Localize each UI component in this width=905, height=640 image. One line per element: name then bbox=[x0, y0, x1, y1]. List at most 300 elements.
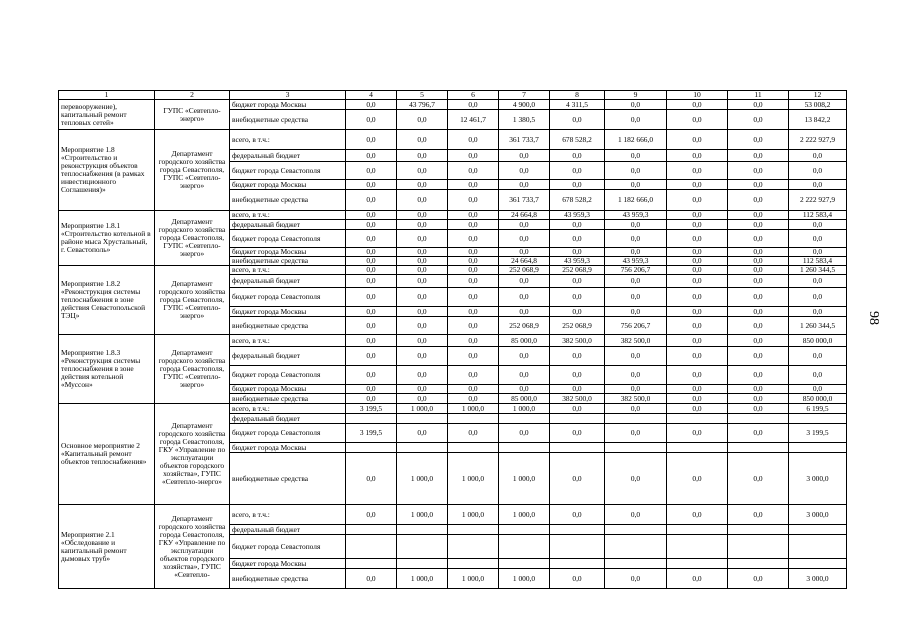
value-cell: 0,0 bbox=[550, 288, 605, 307]
funding-source-cell: бюджет города Севастополя bbox=[230, 288, 346, 307]
value-cell: 0,0 bbox=[605, 288, 667, 307]
value-cell: 43 959,3 bbox=[550, 257, 605, 266]
value-cell: 1 182 666,0 bbox=[605, 130, 667, 150]
financing-table-sheet bbox=[58, 90, 847, 589]
value-cell: 0,0 bbox=[550, 347, 605, 366]
value-cell: 756 206,7 bbox=[605, 317, 667, 335]
funding-source-cell: внебюджетные средства bbox=[230, 453, 346, 505]
value-cell: 0,0 bbox=[667, 317, 728, 335]
value-cell: 1 380,5 bbox=[499, 110, 550, 130]
value-cell: 0,0 bbox=[667, 347, 728, 366]
value-cell: 0,0 bbox=[728, 453, 789, 505]
value-cell: 0,0 bbox=[397, 307, 448, 317]
value-cell bbox=[667, 414, 728, 424]
activity-name-cell: Основное мероприятие 2 «Капитальный ремонт объектов теплоснабжения» bbox=[59, 404, 155, 505]
value-cell bbox=[550, 525, 605, 535]
value-cell bbox=[448, 535, 499, 559]
value-cell bbox=[397, 525, 448, 535]
funding-source-cell: бюджет города Севастополя bbox=[230, 424, 346, 443]
value-cell bbox=[667, 535, 728, 559]
value-cell: 0,0 bbox=[448, 211, 499, 220]
value-cell: 0,0 bbox=[346, 394, 397, 404]
value-cell: 0,0 bbox=[728, 366, 789, 385]
value-cell bbox=[550, 443, 605, 453]
value-cell: 112 583,4 bbox=[789, 211, 847, 220]
value-cell: 0,0 bbox=[550, 110, 605, 130]
value-cell: 0,0 bbox=[605, 404, 667, 414]
value-cell: 0,0 bbox=[667, 180, 728, 190]
funding-source-cell: бюджет города Севастополя bbox=[230, 366, 346, 385]
value-cell bbox=[499, 535, 550, 559]
value-cell: 1 260 344,5 bbox=[789, 317, 847, 335]
value-cell: 0,0 bbox=[605, 307, 667, 317]
value-cell: 0,0 bbox=[789, 220, 847, 230]
value-cell: 252 068,9 bbox=[499, 317, 550, 335]
value-cell: 0,0 bbox=[789, 275, 847, 288]
value-cell: 0,0 bbox=[605, 275, 667, 288]
funding-source-cell: внебюджетные средства bbox=[230, 257, 346, 266]
value-cell: 0,0 bbox=[550, 230, 605, 248]
value-cell: 0,0 bbox=[728, 266, 789, 275]
value-cell: 0,0 bbox=[605, 453, 667, 505]
value-cell: 0,0 bbox=[550, 366, 605, 385]
value-cell bbox=[605, 559, 667, 569]
executor-cell: ГУПС «Севтепло-энерго» bbox=[155, 100, 230, 130]
column-number: 7 bbox=[499, 91, 550, 100]
value-cell: 0,0 bbox=[667, 130, 728, 150]
value-cell: 0,0 bbox=[346, 220, 397, 230]
funding-source-cell: федеральный бюджет bbox=[230, 525, 346, 535]
value-cell: 0,0 bbox=[550, 248, 605, 257]
funding-source-cell: всего, в т.ч.: bbox=[230, 404, 346, 414]
value-cell: 0,0 bbox=[667, 424, 728, 443]
value-cell: 0,0 bbox=[605, 162, 667, 180]
value-cell: 3 199,5 bbox=[789, 424, 847, 443]
activity-name-cell: Мероприятие 1.8.1 «Строительство котельной в районе мыса Хрустальный, г. Севастополь» bbox=[59, 211, 155, 266]
value-cell bbox=[728, 525, 789, 535]
value-cell: 0,0 bbox=[550, 307, 605, 317]
funding-source-cell: федеральный бюджет bbox=[230, 220, 346, 230]
value-cell: 0,0 bbox=[728, 248, 789, 257]
value-cell: 0,0 bbox=[346, 230, 397, 248]
value-cell bbox=[397, 535, 448, 559]
funding-source-cell: федеральный бюджет bbox=[230, 150, 346, 162]
funding-source-cell: всего, в т.ч.: bbox=[230, 505, 346, 525]
value-cell: 1 000,0 bbox=[448, 569, 499, 589]
value-cell: 0,0 bbox=[667, 190, 728, 211]
value-cell: 0,0 bbox=[448, 335, 499, 347]
value-cell: 0,0 bbox=[397, 347, 448, 366]
value-cell: 0,0 bbox=[605, 110, 667, 130]
value-cell: 0,0 bbox=[397, 317, 448, 335]
value-cell: 0,0 bbox=[499, 248, 550, 257]
value-cell: 0,0 bbox=[448, 317, 499, 335]
value-cell bbox=[397, 443, 448, 453]
value-cell: 0,0 bbox=[346, 100, 397, 110]
value-cell: 0,0 bbox=[667, 288, 728, 307]
value-cell bbox=[448, 559, 499, 569]
value-cell: 0,0 bbox=[346, 385, 397, 394]
value-cell: 0,0 bbox=[499, 366, 550, 385]
value-cell: 0,0 bbox=[397, 180, 448, 190]
value-cell: 0,0 bbox=[397, 335, 448, 347]
column-number: 11 bbox=[728, 91, 789, 100]
value-cell bbox=[499, 525, 550, 535]
value-cell: 0,0 bbox=[346, 288, 397, 307]
value-cell: 0,0 bbox=[346, 569, 397, 589]
value-cell: 4 900,0 bbox=[499, 100, 550, 110]
value-cell: 4 311,5 bbox=[550, 100, 605, 110]
value-cell: 0,0 bbox=[346, 180, 397, 190]
value-cell: 0,0 bbox=[499, 424, 550, 443]
value-cell: 0,0 bbox=[667, 366, 728, 385]
value-cell: 0,0 bbox=[550, 385, 605, 394]
value-cell: 0,0 bbox=[448, 190, 499, 211]
value-cell: 0,0 bbox=[397, 257, 448, 266]
value-cell bbox=[499, 443, 550, 453]
value-cell bbox=[346, 535, 397, 559]
value-cell: 678 528,2 bbox=[550, 190, 605, 211]
value-cell: 252 068,9 bbox=[550, 266, 605, 275]
funding-source-cell: внебюджетные средства bbox=[230, 317, 346, 335]
value-cell: 0,0 bbox=[346, 347, 397, 366]
value-cell: 0,0 bbox=[728, 150, 789, 162]
value-cell: 0,0 bbox=[728, 230, 789, 248]
funding-source-cell: федеральный бюджет bbox=[230, 275, 346, 288]
value-cell: 0,0 bbox=[728, 180, 789, 190]
value-cell: 1 000,0 bbox=[397, 453, 448, 505]
value-cell bbox=[728, 443, 789, 453]
value-cell: 0,0 bbox=[728, 220, 789, 230]
value-cell bbox=[397, 559, 448, 569]
table-row bbox=[59, 211, 847, 220]
value-cell: 0,0 bbox=[346, 307, 397, 317]
value-cell: 0,0 bbox=[448, 385, 499, 394]
value-cell: 0,0 bbox=[667, 266, 728, 275]
value-cell: 0,0 bbox=[728, 211, 789, 220]
activity-name-cell: Мероприятие 2.1 «Обследование и капитальный ремонт дымовых труб» bbox=[59, 505, 155, 589]
activity-name-cell: перевооружение), капитальный ремонт тепловых сетей» bbox=[59, 100, 155, 130]
value-cell: 0,0 bbox=[605, 366, 667, 385]
value-cell: 0,0 bbox=[448, 130, 499, 150]
value-cell: 43 959,3 bbox=[550, 211, 605, 220]
value-cell: 0,0 bbox=[397, 385, 448, 394]
funding-source-cell: бюджет города Севастополя bbox=[230, 230, 346, 248]
value-cell: 0,0 bbox=[448, 248, 499, 257]
value-cell bbox=[346, 559, 397, 569]
column-number: 12 bbox=[789, 91, 847, 100]
value-cell: 85 000,0 bbox=[499, 394, 550, 404]
value-cell: 0,0 bbox=[667, 230, 728, 248]
value-cell: 0,0 bbox=[789, 150, 847, 162]
value-cell: 0,0 bbox=[728, 190, 789, 211]
table-row bbox=[59, 130, 847, 150]
value-cell bbox=[789, 535, 847, 559]
value-cell: 0,0 bbox=[667, 100, 728, 110]
value-cell: 0,0 bbox=[728, 110, 789, 130]
value-cell: 0,0 bbox=[448, 100, 499, 110]
value-cell: 0,0 bbox=[550, 424, 605, 443]
value-cell: 0,0 bbox=[789, 307, 847, 317]
value-cell: 0,0 bbox=[789, 248, 847, 257]
value-cell: 0,0 bbox=[550, 180, 605, 190]
value-cell: 0,0 bbox=[728, 569, 789, 589]
value-cell bbox=[605, 414, 667, 424]
value-cell bbox=[448, 525, 499, 535]
value-cell: 0,0 bbox=[448, 424, 499, 443]
column-number: 5 bbox=[397, 91, 448, 100]
value-cell: 0,0 bbox=[397, 266, 448, 275]
value-cell: 0,0 bbox=[397, 230, 448, 248]
value-cell: 0,0 bbox=[499, 150, 550, 162]
value-cell: 0,0 bbox=[448, 275, 499, 288]
value-cell: 3 199,5 bbox=[346, 424, 397, 443]
value-cell bbox=[667, 525, 728, 535]
value-cell: 1 000,0 bbox=[397, 569, 448, 589]
value-cell: 1 000,0 bbox=[448, 404, 499, 414]
value-cell bbox=[789, 525, 847, 535]
value-cell: 0,0 bbox=[728, 335, 789, 347]
value-cell: 0,0 bbox=[499, 307, 550, 317]
value-cell: 0,0 bbox=[448, 347, 499, 366]
value-cell bbox=[499, 414, 550, 424]
value-cell: 0,0 bbox=[667, 505, 728, 525]
value-cell: 1 000,0 bbox=[397, 404, 448, 414]
value-cell: 0,0 bbox=[397, 150, 448, 162]
value-cell: 0,0 bbox=[550, 220, 605, 230]
value-cell: 0,0 bbox=[448, 394, 499, 404]
value-cell bbox=[728, 535, 789, 559]
value-cell: 1 260 344,5 bbox=[789, 266, 847, 275]
funding-source-cell: всего, в т.ч.: bbox=[230, 335, 346, 347]
value-cell: 0,0 bbox=[448, 288, 499, 307]
value-cell: 0,0 bbox=[667, 257, 728, 266]
funding-source-cell: бюджет города Москвы bbox=[230, 443, 346, 453]
value-cell: 0,0 bbox=[448, 230, 499, 248]
value-cell bbox=[499, 559, 550, 569]
value-cell: 252 068,9 bbox=[499, 266, 550, 275]
funding-source-cell: внебюджетные средства bbox=[230, 394, 346, 404]
funding-source-cell: федеральный бюджет bbox=[230, 347, 346, 366]
value-cell: 850 000,0 bbox=[789, 335, 847, 347]
value-cell: 0,0 bbox=[397, 424, 448, 443]
column-number: 9 bbox=[605, 91, 667, 100]
value-cell: 0,0 bbox=[728, 424, 789, 443]
value-cell: 382 500,0 bbox=[605, 335, 667, 347]
value-cell: 0,0 bbox=[605, 248, 667, 257]
value-cell bbox=[789, 559, 847, 569]
value-cell: 3 199,5 bbox=[346, 404, 397, 414]
value-cell: 0,0 bbox=[667, 385, 728, 394]
value-cell bbox=[789, 414, 847, 424]
value-cell bbox=[789, 443, 847, 453]
funding-source-cell: бюджет города Москвы bbox=[230, 385, 346, 394]
value-cell: 0,0 bbox=[667, 404, 728, 414]
value-cell: 0,0 bbox=[346, 275, 397, 288]
value-cell: 0,0 bbox=[789, 347, 847, 366]
value-cell: 1 182 666,0 bbox=[605, 190, 667, 211]
funding-source-cell: бюджет города Москвы bbox=[230, 559, 346, 569]
value-cell: 43 959,3 bbox=[605, 257, 667, 266]
value-cell: 0,0 bbox=[550, 275, 605, 288]
value-cell: 0,0 bbox=[346, 266, 397, 275]
value-cell: 0,0 bbox=[667, 211, 728, 220]
executor-cell: Департамент городского хозяйства города Севастополя, ГУПС «Севтепло-энерго» bbox=[155, 335, 230, 404]
value-cell: 382 500,0 bbox=[550, 394, 605, 404]
value-cell: 0,0 bbox=[728, 162, 789, 180]
value-cell: 3 000,0 bbox=[789, 569, 847, 589]
value-cell: 53 008,2 bbox=[789, 100, 847, 110]
funding-source-cell: всего, в т.ч.: bbox=[230, 211, 346, 220]
value-cell: 0,0 bbox=[448, 150, 499, 162]
value-cell: 0,0 bbox=[346, 110, 397, 130]
value-cell: 1 000,0 bbox=[397, 505, 448, 525]
column-number: 2 bbox=[155, 91, 230, 100]
value-cell: 0,0 bbox=[605, 424, 667, 443]
executor-cell: Департамент городского хозяйства города Севастополя, ГКУ «Управление по эксплуатации объектов городского хозяйства», ГУПС «Севтепло- bbox=[155, 505, 230, 589]
value-cell: 0,0 bbox=[728, 307, 789, 317]
value-cell: 382 500,0 bbox=[550, 335, 605, 347]
funding-source-cell: бюджет города Москвы bbox=[230, 180, 346, 190]
value-cell: 0,0 bbox=[728, 288, 789, 307]
value-cell bbox=[605, 535, 667, 559]
value-cell: 0,0 bbox=[550, 150, 605, 162]
column-number: 8 bbox=[550, 91, 605, 100]
value-cell bbox=[550, 414, 605, 424]
value-cell: 0,0 bbox=[397, 110, 448, 130]
value-cell: 0,0 bbox=[397, 220, 448, 230]
value-cell: 6 199,5 bbox=[789, 404, 847, 414]
value-cell: 0,0 bbox=[667, 453, 728, 505]
value-cell: 0,0 bbox=[346, 505, 397, 525]
value-cell bbox=[728, 559, 789, 569]
funding-source-cell: бюджет города Москвы bbox=[230, 100, 346, 110]
value-cell: 0,0 bbox=[728, 347, 789, 366]
activity-name-cell: Мероприятие 1.8.2 «Реконструкция системы теплоснабжения в зоне действия Севастопольской ТЭЦ» bbox=[59, 266, 155, 335]
value-cell: 24 664,8 bbox=[499, 211, 550, 220]
value-cell: 0,0 bbox=[448, 366, 499, 385]
value-cell: 0,0 bbox=[397, 190, 448, 211]
activity-name-cell: Мероприятие 1.8.3 «Реконструкция системы теплоснабжения в зоне действия котельной «Муссон» bbox=[59, 335, 155, 404]
value-cell bbox=[397, 414, 448, 424]
value-cell: 0,0 bbox=[728, 404, 789, 414]
value-cell: 0,0 bbox=[550, 453, 605, 505]
table-row bbox=[59, 404, 847, 414]
value-cell: 0,0 bbox=[728, 257, 789, 266]
value-cell: 0,0 bbox=[448, 257, 499, 266]
value-cell: 0,0 bbox=[789, 180, 847, 190]
value-cell bbox=[550, 535, 605, 559]
value-cell: 0,0 bbox=[448, 180, 499, 190]
value-cell: 0,0 bbox=[728, 275, 789, 288]
value-cell bbox=[605, 525, 667, 535]
value-cell: 0,0 bbox=[789, 366, 847, 385]
value-cell: 0,0 bbox=[667, 150, 728, 162]
value-cell: 1 000,0 bbox=[499, 404, 550, 414]
column-number: 10 bbox=[667, 91, 728, 100]
value-cell: 0,0 bbox=[667, 248, 728, 257]
value-cell: 361 733,7 bbox=[499, 130, 550, 150]
funding-source-cell: всего, в т.ч.: bbox=[230, 130, 346, 150]
column-number: 4 bbox=[346, 91, 397, 100]
value-cell: 0,0 bbox=[789, 288, 847, 307]
value-cell: 1 000,0 bbox=[448, 505, 499, 525]
funding-source-cell: внебюджетные средства bbox=[230, 190, 346, 211]
value-cell: 0,0 bbox=[667, 220, 728, 230]
executor-cell: Департамент городского хозяйства города Севастополя, ГКУ «Управление по эксплуатации объектов городского хозяйства», ГУПС «Севтепло-энерго» bbox=[155, 404, 230, 505]
value-cell: 12 461,7 bbox=[448, 110, 499, 130]
executor-cell: Департамент городского хозяйства города Севастополя, ГУПС «Севтепло-энерго» bbox=[155, 130, 230, 211]
value-cell: 0,0 bbox=[346, 248, 397, 257]
value-cell: 0,0 bbox=[667, 307, 728, 317]
value-cell: 0,0 bbox=[605, 230, 667, 248]
value-cell: 0,0 bbox=[346, 211, 397, 220]
value-cell: 0,0 bbox=[346, 453, 397, 505]
value-cell bbox=[728, 414, 789, 424]
value-cell: 0,0 bbox=[346, 335, 397, 347]
value-cell: 0,0 bbox=[346, 130, 397, 150]
table-row bbox=[59, 335, 847, 347]
value-cell: 0,0 bbox=[728, 317, 789, 335]
value-cell: 0,0 bbox=[605, 100, 667, 110]
value-cell: 0,0 bbox=[728, 100, 789, 110]
value-cell: 361 733,7 bbox=[499, 190, 550, 211]
value-cell: 3 000,0 bbox=[789, 505, 847, 525]
value-cell: 0,0 bbox=[728, 505, 789, 525]
value-cell: 1 000,0 bbox=[448, 453, 499, 505]
value-cell: 0,0 bbox=[605, 505, 667, 525]
value-cell: 0,0 bbox=[605, 569, 667, 589]
column-number: 6 bbox=[448, 91, 499, 100]
funding-source-cell: бюджет города Москвы bbox=[230, 248, 346, 257]
column-number: 3 bbox=[230, 91, 346, 100]
value-cell: 0,0 bbox=[346, 162, 397, 180]
value-cell: 0,0 bbox=[667, 162, 728, 180]
value-cell: 1 000,0 bbox=[499, 453, 550, 505]
value-cell bbox=[605, 443, 667, 453]
value-cell: 0,0 bbox=[448, 162, 499, 180]
value-cell: 0,0 bbox=[550, 505, 605, 525]
value-cell: 0,0 bbox=[499, 275, 550, 288]
value-cell: 0,0 bbox=[397, 394, 448, 404]
value-cell: 13 842,2 bbox=[789, 110, 847, 130]
value-cell bbox=[346, 443, 397, 453]
column-number: 1 bbox=[59, 91, 155, 100]
value-cell: 0,0 bbox=[789, 162, 847, 180]
funding-source-cell: внебюджетные средства bbox=[230, 569, 346, 589]
value-cell bbox=[667, 443, 728, 453]
value-cell: 0,0 bbox=[667, 335, 728, 347]
value-cell bbox=[448, 414, 499, 424]
value-cell: 0,0 bbox=[346, 257, 397, 266]
value-cell: 0,0 bbox=[397, 288, 448, 307]
value-cell: 0,0 bbox=[397, 211, 448, 220]
value-cell: 0,0 bbox=[397, 162, 448, 180]
value-cell bbox=[346, 414, 397, 424]
funding-source-cell: бюджет города Москвы bbox=[230, 307, 346, 317]
value-cell bbox=[667, 559, 728, 569]
value-cell: 112 583,4 bbox=[789, 257, 847, 266]
value-cell: 0,0 bbox=[346, 150, 397, 162]
value-cell: 0,0 bbox=[499, 288, 550, 307]
value-cell bbox=[550, 559, 605, 569]
value-cell: 0,0 bbox=[789, 230, 847, 248]
value-cell: 756 206,7 bbox=[605, 266, 667, 275]
value-cell: 850 000,0 bbox=[789, 394, 847, 404]
column-number-row bbox=[59, 91, 847, 100]
value-cell: 0,0 bbox=[605, 347, 667, 366]
table-row bbox=[59, 505, 847, 525]
